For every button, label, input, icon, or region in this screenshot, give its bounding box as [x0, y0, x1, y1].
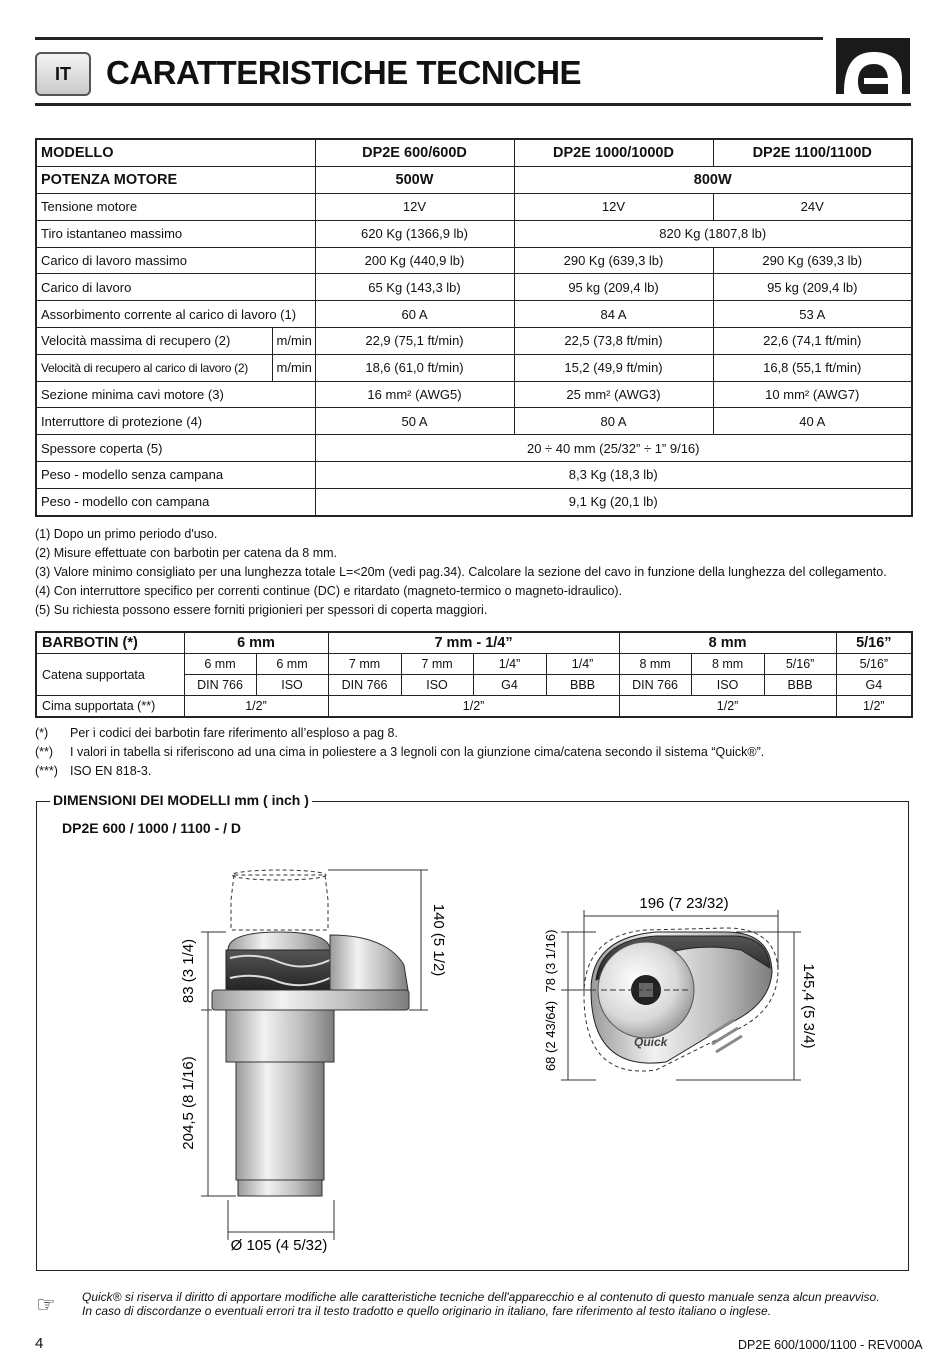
cell: 20 ÷ 40 mm (25/32” ÷ 1” 9/16) [315, 435, 912, 462]
dim-top-width: 196 (7 23/32) [639, 895, 729, 912]
model-label: MODELLO [36, 139, 315, 167]
cell: 6 mm [256, 654, 328, 675]
cell: 1/2” [619, 696, 836, 718]
chain-label: Catena supportata [36, 654, 184, 696]
table-row [36, 194, 912, 221]
cell: 10 mm² (AWG7) [713, 381, 912, 408]
table-row [36, 220, 912, 247]
cell: 1/4” [473, 654, 546, 675]
row-label: Tiro istantaneo massimo [36, 220, 315, 247]
note: (**) I valori in tabella si riferiscono ad una cima in poliestere a 3 legnoli con la giunzione cima/catena secondo il sistema “Quick®”. [35, 745, 765, 759]
dim-top-height: 145,4 (5 3/4) [800, 963, 817, 1049]
cell: 95 kg (209,4 lb) [713, 274, 912, 301]
barbotin-notes [35, 724, 764, 781]
table-row [36, 327, 912, 354]
table-row [36, 167, 912, 194]
row-label: Peso - modello senza campana [36, 461, 315, 488]
note: (***) ISO EN 818-3. [35, 764, 152, 778]
note: (4) Con interruttore specifico per correnti continue (DC) e ritardato (magneto-termico o magneto-idraulico). [35, 584, 623, 598]
header-rule-top [35, 37, 823, 40]
cell: 95 kg (209,4 lb) [514, 274, 713, 301]
cell: 50 A [315, 408, 514, 435]
power-600: 500W [315, 167, 514, 194]
cell: 7 mm [328, 654, 401, 675]
table-row [36, 632, 912, 654]
cell: 18,6 (61,0 ft/min) [315, 354, 514, 381]
cell: 8 mm [691, 654, 764, 675]
table-row [36, 247, 912, 274]
language-badge: IT [35, 52, 91, 96]
dimensions-title: DIMENSIONI DEI MODELLI mm ( inch ) [50, 792, 312, 808]
table-row [36, 435, 912, 462]
row-label: Spessore coperta (5) [36, 435, 315, 462]
row-label: Velocità di recupero al carico di lavoro (2) [36, 354, 272, 381]
dim-diameter: Ø 105 (4 5/32) [230, 1237, 328, 1254]
cell: 820 Kg (1807,8 lb) [514, 220, 912, 247]
cell: 290 Kg (639,3 lb) [713, 247, 912, 274]
barbotin-table [35, 631, 913, 718]
power-1000-1100: 800W [514, 167, 912, 194]
cell: 12V [514, 194, 713, 221]
page-title: CARATTERISTICHE TECNICHE [106, 54, 582, 91]
quick-logo-icon [836, 38, 910, 94]
cell: 84 A [514, 301, 713, 328]
row-label: Tensione motore [36, 194, 315, 221]
table-row [36, 461, 912, 488]
unit-cell: m/min [272, 327, 315, 354]
dim-side-drum: 140 (5 1/2) [430, 903, 447, 977]
model-1000: DP2E 1000/1000D [514, 139, 713, 167]
row-label: Peso - modello con campana [36, 488, 315, 515]
cell: 200 Kg (440,9 lb) [315, 247, 514, 274]
document-reference: DP2E 600/1000/1100 - REV000A [738, 1338, 923, 1352]
cell: 25 mm² (AWG3) [514, 381, 713, 408]
spec-notes [35, 525, 887, 620]
group-6mm: 6 mm [184, 632, 328, 654]
cell: ISO [256, 675, 328, 696]
dimension-drawings [36, 840, 909, 1270]
row-label: Assorbimento corrente al carico di lavoro (1) [36, 301, 315, 328]
dim-top-a: 78 (3 1/16) [543, 929, 558, 993]
cell: 1/2” [184, 696, 328, 718]
cell: DIN 766 [619, 675, 691, 696]
cell: 5/16” [764, 654, 836, 675]
model-600: DP2E 600/600D [315, 139, 514, 167]
row-label: Sezione minima cavi motore (3) [36, 381, 315, 408]
dim-top-b: 68 (2 43/64) [543, 1000, 558, 1072]
cell: 40 A [713, 408, 912, 435]
cell: 12V [315, 194, 514, 221]
pointing-hand-icon: ☞ [36, 1292, 56, 1317]
row-label: Interruttore di protezione (4) [36, 408, 315, 435]
page-number: 4 [35, 1335, 44, 1352]
cell: 9,1 Kg (20,1 lb) [315, 488, 912, 515]
table-row [36, 301, 912, 328]
note: (5) Su richiesta possono essere forniti prigionieri per spessori di coperta maggiori. [35, 603, 488, 617]
cell: ISO [401, 675, 473, 696]
cell: 8 mm [619, 654, 691, 675]
cell: 8,3 Kg (18,3 lb) [315, 461, 912, 488]
cell: 65 Kg (143,3 lb) [315, 274, 514, 301]
cell: G4 [836, 675, 912, 696]
cell: 6 mm [184, 654, 256, 675]
table-row [36, 381, 912, 408]
dim-side-body: 204,5 (8 1/16) [180, 1056, 197, 1150]
barbotin-label: BARBOTIN (*) [36, 632, 184, 654]
unit-cell: m/min [272, 354, 315, 381]
cell: 16,8 (55,1 ft/min) [713, 354, 912, 381]
note: (3) Valore minimo consigliato per una lunghezza totale L=<20m (vedi pag.34). Calcolare la sezione del cavo in funzione della lunghezza del collegamento. [35, 565, 887, 579]
cell: 620 Kg (1366,9 lb) [315, 220, 514, 247]
cell: 24V [713, 194, 912, 221]
note: (*) Per i codici dei barbotin fare riferimento all’esploso a pag 8. [35, 726, 398, 740]
cell: 80 A [514, 408, 713, 435]
group-7mm: 7 mm - 1/4” [328, 632, 619, 654]
cell: BBB [546, 675, 619, 696]
dimensions-subtitle: DP2E 600 / 1000 / 1100 - / D [62, 820, 242, 836]
table-row [36, 139, 912, 167]
note: (2) Misure effettuate con barbotin per catena da 8 mm. [35, 546, 338, 560]
power-label: POTENZA MOTORE [36, 167, 315, 194]
row-label: Carico di lavoro [36, 274, 315, 301]
cell: 15,2 (49,9 ft/min) [514, 354, 713, 381]
cell: 22,6 (74,1 ft/min) [713, 327, 912, 354]
cell: 1/4” [546, 654, 619, 675]
technical-specs-table [35, 138, 913, 517]
footer-note-line: Quick® si riserva il diritto di apportare modifiche alle caratteristiche tecniche dell'apparecchio e al contenuto di questo manuale senza alcun preavviso. [82, 1290, 880, 1304]
cell: 60 A [315, 301, 514, 328]
top-view-drawing [543, 895, 817, 1080]
quick-brand-mark: Quick [634, 1035, 668, 1049]
cell: 290 Kg (639,3 lb) [514, 247, 713, 274]
table-row [36, 654, 912, 675]
cell: 16 mm² (AWG5) [315, 381, 514, 408]
table-row [36, 354, 912, 381]
cell: DIN 766 [184, 675, 256, 696]
group-8mm: 8 mm [619, 632, 836, 654]
dim-side-top: 83 (3 1/4) [180, 938, 197, 1004]
cell: 22,5 (73,8 ft/min) [514, 327, 713, 354]
note: (1) Dopo un primo periodo d'uso. [35, 527, 218, 541]
model-1100: DP2E 1100/1100D [713, 139, 912, 167]
group-5-16: 5/16” [836, 632, 912, 654]
table-row [36, 408, 912, 435]
cell: G4 [473, 675, 546, 696]
cell: BBB [764, 675, 836, 696]
footer-note [82, 1290, 880, 1318]
table-row [36, 696, 912, 718]
cell: 5/16” [836, 654, 912, 675]
cell: 53 A [713, 301, 912, 328]
table-row [36, 488, 912, 515]
cell: 1/2” [836, 696, 912, 718]
header-rule-bottom [35, 103, 911, 106]
row-label: Velocità massima di recupero (2) [36, 327, 272, 354]
cell: 7 mm [401, 654, 473, 675]
table-row [36, 274, 912, 301]
cell: 1/2” [328, 696, 619, 718]
side-view-drawing [180, 870, 447, 1254]
footer-note-line: In caso di discordanze o eventuali errori tra il testo tradotto e quello originario in italiano, fare riferimento al testo italiano o inglese. [82, 1304, 772, 1318]
rope-label: Cima supportata (**) [36, 696, 184, 718]
cell: ISO [691, 675, 764, 696]
row-label: Carico di lavoro massimo [36, 247, 315, 274]
cell: 22,9 (75,1 ft/min) [315, 327, 514, 354]
cell: DIN 766 [328, 675, 401, 696]
